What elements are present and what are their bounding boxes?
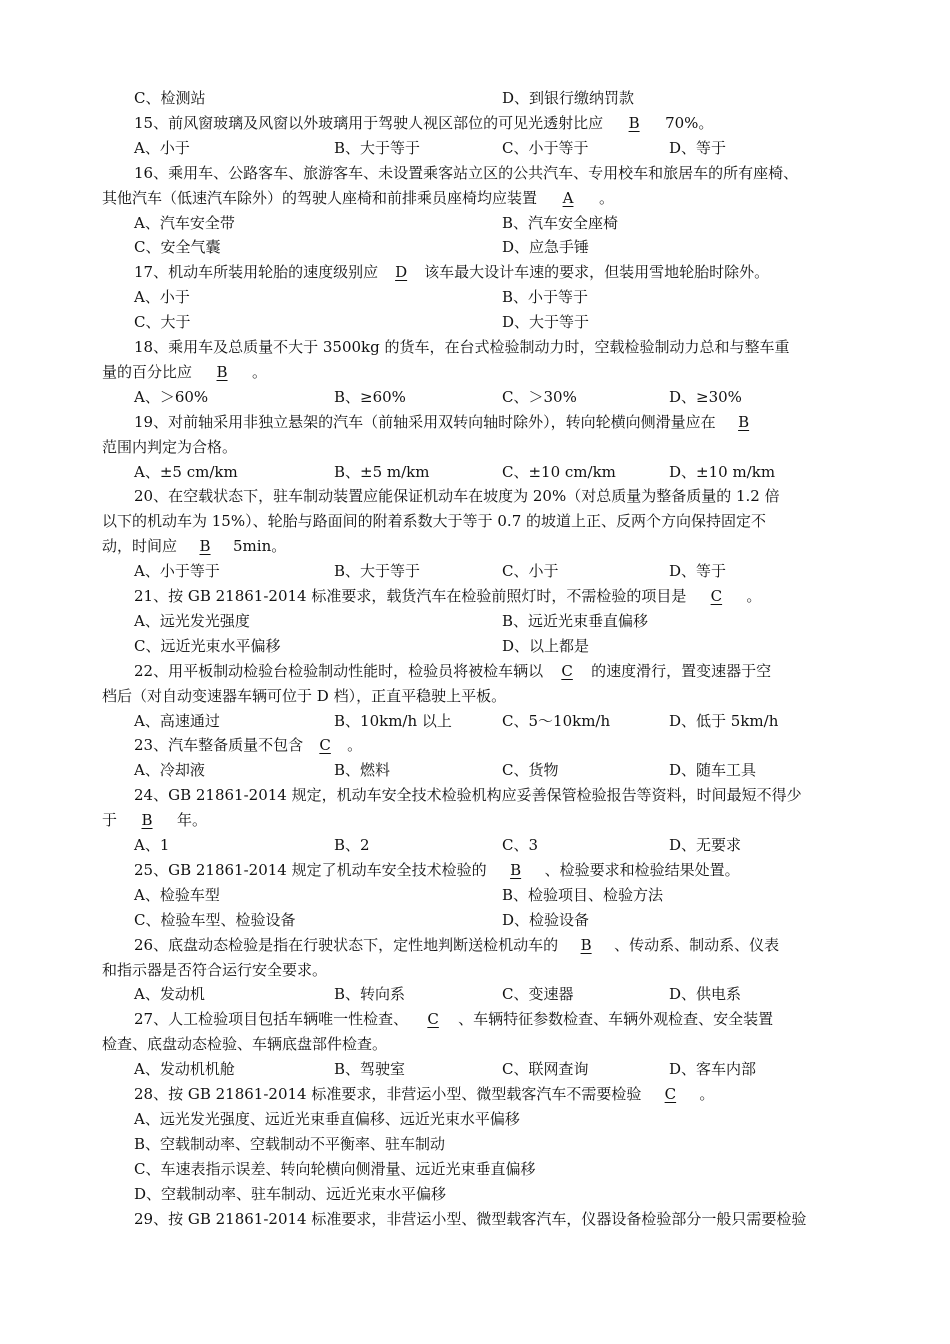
answer-blank: C <box>427 1010 439 1029</box>
answer-blank: B <box>141 811 153 830</box>
question-tail: 5min。 <box>233 537 287 556</box>
option-b: D、大于等于 <box>502 313 590 332</box>
question-continuation <box>102 509 766 534</box>
option-b: B、燃料 <box>334 761 391 780</box>
question-stem: 检查、底盘动态检验、车辆底盘部件检查。 <box>102 1035 388 1054</box>
option-c: C、＞30% <box>502 387 577 406</box>
text-line <box>0 858 950 883</box>
option-b: D、应急手锤 <box>502 238 590 257</box>
option-a: D、空载制动率、驻车制动、远近光束水平偏移 <box>134 1184 447 1203</box>
option-d: D、客车内部 <box>669 1060 757 1079</box>
question-tail: 。 <box>599 188 615 207</box>
question-continuation <box>102 360 267 385</box>
question-stem: 26、底盘动态检验是指在行驶状态下，定性地判断送检机动车的 <box>134 935 559 954</box>
question-stem: 25、GB 21861-2014 规定了机动车安全技术检验的 <box>134 860 487 879</box>
question-text <box>134 161 798 186</box>
option-c: C、货物 <box>502 761 559 780</box>
option-a: A、冷却液 <box>134 761 205 780</box>
option-c: C、联网查询 <box>502 1060 589 1079</box>
question-stem: 19、对前轴采用非独立悬架的汽车（前轴采用双转向轴时除外），转向轮横向侧滑量应在 <box>134 412 716 431</box>
question-text <box>134 1007 773 1032</box>
text-line <box>0 1107 950 1132</box>
text-line <box>0 484 950 509</box>
option-d: D、供电系 <box>669 985 742 1004</box>
question-tail: 。 <box>347 736 363 755</box>
text-line <box>0 808 950 833</box>
text-line <box>0 609 950 634</box>
question-tail: 、检验要求和检验结果处置。 <box>544 860 740 879</box>
question-stem: 21、按 GB 21861-2014 标准要求，载货汽车在检验前照灯时，不需检验的项目是 <box>134 587 687 605</box>
option-a: A、远光发光强度、远近光束垂直偏移、远近光束水平偏移 <box>134 1109 520 1128</box>
text-line <box>0 335 950 360</box>
option-b: D、到银行缴纳罚款 <box>502 89 635 107</box>
text-line <box>0 1057 950 1082</box>
text-line <box>0 933 950 958</box>
text-line <box>0 186 950 211</box>
text-line <box>0 460 950 485</box>
text-line <box>0 310 950 335</box>
option-b: B、±5 m/km <box>334 462 430 481</box>
question-stem: 27、人工检验项目包括车辆唯一性检查、 <box>134 1010 409 1029</box>
text-line <box>0 758 950 783</box>
question-stem: 和指示器是否符合运行安全要求。 <box>102 960 328 979</box>
question-stem: 24、GB 21861-2014 规定，机动车安全技术检验机构应妥善保管检验报告等资料，时间最短不得少 <box>134 786 802 805</box>
question-text <box>134 410 772 435</box>
option-b: D、检验设备 <box>502 910 590 929</box>
option-d: D、等于 <box>669 562 727 581</box>
question-stem: 动，时间应 <box>102 537 178 556</box>
text-line <box>0 733 950 758</box>
option-b: B、大于等于 <box>334 138 421 157</box>
option-a: C、检验车型、检验设备 <box>134 910 296 929</box>
question-text <box>134 783 802 808</box>
question-stem: 其他汽车（低速汽车除外）的驾驶人座椅和前排乘员座椅均应装置 <box>102 188 538 207</box>
question-tail: 。 <box>746 587 762 605</box>
question-stem: 17、机动车所装用轮胎的速度级别应 <box>134 263 379 282</box>
text-line <box>0 1157 950 1182</box>
question-continuation <box>102 534 286 559</box>
question-tail: 、车辆特征参数检查、车辆外观检查、安全装置 <box>458 1010 774 1029</box>
question-continuation <box>102 1032 387 1057</box>
text-line <box>0 584 950 609</box>
text-line <box>0 509 950 534</box>
question-stem: 28、按 GB 21861-2014 标准要求，非营运小型、微型载客汽车不需要检验 <box>134 1085 642 1103</box>
answer-blank: B <box>216 362 228 381</box>
option-a: A、检验车型 <box>134 885 220 904</box>
text-line <box>0 1032 950 1057</box>
answer-blank: B <box>510 860 522 879</box>
option-d: D、±10 m/km <box>669 462 776 481</box>
option-a: A、1 <box>134 836 170 854</box>
text-line <box>0 709 950 734</box>
question-continuation <box>102 435 237 460</box>
question-tail: 年。 <box>177 811 208 830</box>
option-b: B、检验项目、检验方法 <box>502 885 664 904</box>
text-line <box>0 211 950 236</box>
question-stem: 22、用平板制动检验台检验制动性能时，检验员将被检车辆以 <box>134 661 544 680</box>
option-a: A、小于 <box>134 288 190 307</box>
text-line <box>0 161 950 186</box>
answer-blank: C <box>319 736 331 755</box>
answer-blank: A <box>562 188 574 207</box>
question-text <box>134 1082 714 1107</box>
option-b: B、小于等于 <box>502 288 589 307</box>
text-line <box>0 833 950 858</box>
option-a: A、高速通过 <box>134 711 220 730</box>
option-a: A、远光发光强度 <box>134 611 250 630</box>
text-line <box>0 260 950 285</box>
option-a: A、±5 cm/km <box>134 462 238 481</box>
option-a: A、汽车安全带 <box>134 213 235 232</box>
option-a: C、大于 <box>134 313 191 332</box>
option-a: A、发动机机舱 <box>134 1060 235 1079</box>
option-a: C、安全气囊 <box>134 238 221 257</box>
text-line <box>0 559 950 584</box>
text-line <box>0 883 950 908</box>
question-stem: 20、在空载状态下，驻车制动装置应能保证机动车在坡度为 20%（对总质量为整备质量的 1.2 倍 <box>134 487 780 506</box>
text-line <box>0 534 950 559</box>
option-d: D、无要求 <box>669 836 742 854</box>
text-line <box>0 360 950 385</box>
option-b: B、大于等于 <box>334 562 421 581</box>
option-b: B、远近光束垂直偏移 <box>502 611 649 630</box>
text-line <box>0 435 950 460</box>
text-line <box>0 1207 950 1232</box>
option-a: A、发动机 <box>134 985 205 1004</box>
answer-blank: B <box>738 412 750 431</box>
option-c: C、±10 cm/km <box>502 462 616 481</box>
question-continuation <box>102 684 506 709</box>
text-line <box>0 1182 950 1207</box>
option-b: D、以上都是 <box>502 636 590 655</box>
option-d: D、等于 <box>669 138 727 157</box>
option-b: B、10km/h 以上 <box>334 711 452 730</box>
question-text <box>134 584 761 609</box>
answer-blank: B <box>199 537 211 556</box>
text-line <box>0 385 950 410</box>
question-text <box>134 260 769 285</box>
question-text <box>134 933 779 958</box>
option-b: B、2 <box>334 836 370 854</box>
question-continuation <box>102 958 327 983</box>
question-text <box>134 484 780 509</box>
option-b: B、≥60% <box>334 387 406 406</box>
question-stem: 范围内判定为合格。 <box>102 437 238 456</box>
option-c: C、小于 <box>502 562 559 581</box>
question-tail: 该车最大设计车速的要求，但装用雪地轮胎时除外。 <box>424 263 770 282</box>
question-stem: 29、按 GB 21861-2014 标准要求，非营运小型、微型载客汽车，仪器设备检验部分一般只需要检验 <box>134 1209 807 1228</box>
question-tail: 70%。 <box>665 113 714 132</box>
question-text <box>134 1207 806 1232</box>
text-line <box>0 235 950 260</box>
question-stem: 18、乘用车及总质量不大于 3500kg 的货车，在台式检验制动力时，空载检验制动力总和与整车重 <box>134 338 790 356</box>
text-line <box>0 783 950 808</box>
option-c: C、变速器 <box>502 985 574 1004</box>
option-c: C、3 <box>502 836 539 854</box>
answer-blank: C <box>664 1085 677 1103</box>
text-line <box>0 958 950 983</box>
answer-blank: C <box>561 661 573 680</box>
text-line <box>0 908 950 933</box>
question-continuation <box>102 808 207 833</box>
option-a: A、小于等于 <box>134 562 220 581</box>
question-stem: 16、乘用车、公路客车、旅游客车、未设置乘客站立区的公共汽车、专用校车和旅居车的所有座椅、 <box>134 163 799 182</box>
option-b: B、汽车安全座椅 <box>502 213 619 232</box>
question-text <box>134 858 740 883</box>
answer-blank: B <box>580 935 592 954</box>
question-tail: 。 <box>252 362 268 381</box>
option-a: C、车速表指示误差、转向轮横向侧滑量、远近光束垂直偏移 <box>134 1159 536 1178</box>
answer-blank: C <box>710 587 723 605</box>
option-d: D、随车工具 <box>669 761 757 780</box>
answer-blank: B <box>628 113 640 132</box>
text-line <box>0 1007 950 1032</box>
text-line <box>0 1082 950 1107</box>
option-d: D、低于 5km/h <box>669 711 779 730</box>
option-a: C、远近光束水平偏移 <box>134 636 281 655</box>
text-line <box>0 136 950 161</box>
text-line <box>0 684 950 709</box>
question-stem: 量的百分比应 <box>102 362 193 381</box>
option-a: B、空载制动率、空载制动不平衡率、驻车制动 <box>134 1134 446 1153</box>
question-continuation <box>102 186 614 211</box>
question-stem: 于 <box>102 811 118 830</box>
text-line <box>0 1132 950 1157</box>
question-stem: 23、汽车整备质量不包含 <box>134 736 304 755</box>
question-text <box>134 335 790 360</box>
text-line <box>0 86 950 111</box>
question-text <box>134 659 771 684</box>
option-c: C、5～10km/h <box>502 711 611 730</box>
question-text <box>134 733 362 758</box>
question-tail: 、传动系、制动系、仪表 <box>614 935 780 954</box>
text-line <box>0 659 950 684</box>
question-stem: 15、前风窗玻璃及风窗以外玻璃用于驾驶人视区部位的可见光透射比应 <box>134 113 604 132</box>
option-c: C、小于等于 <box>502 138 589 157</box>
question-stem: 档后（对自动变速器车辆可位于 D 档），正直平稳驶上平板。 <box>102 686 507 705</box>
option-b: B、转向系 <box>334 985 406 1004</box>
option-a: A、小于 <box>134 138 190 157</box>
text-line <box>0 410 950 435</box>
answer-blank: D <box>395 263 408 282</box>
question-tail: 的速度滑行，置变速器于空 <box>591 661 772 680</box>
question-tail: 。 <box>699 1085 715 1103</box>
question-text <box>134 111 713 136</box>
text-line <box>0 111 950 136</box>
option-a: A、＞60% <box>134 387 209 406</box>
text-line <box>0 982 950 1007</box>
option-b: B、驾驶室 <box>334 1060 406 1079</box>
option-d: D、≥30% <box>669 387 742 406</box>
question-stem: 以下的机动车为 15%）、轮胎与路面间的附着系数大于等于 0.7 的坡道上正、反两个方向保持固定不 <box>102 512 767 531</box>
option-a: C、检测站 <box>134 89 206 107</box>
text-line <box>0 285 950 310</box>
text-line <box>0 634 950 659</box>
